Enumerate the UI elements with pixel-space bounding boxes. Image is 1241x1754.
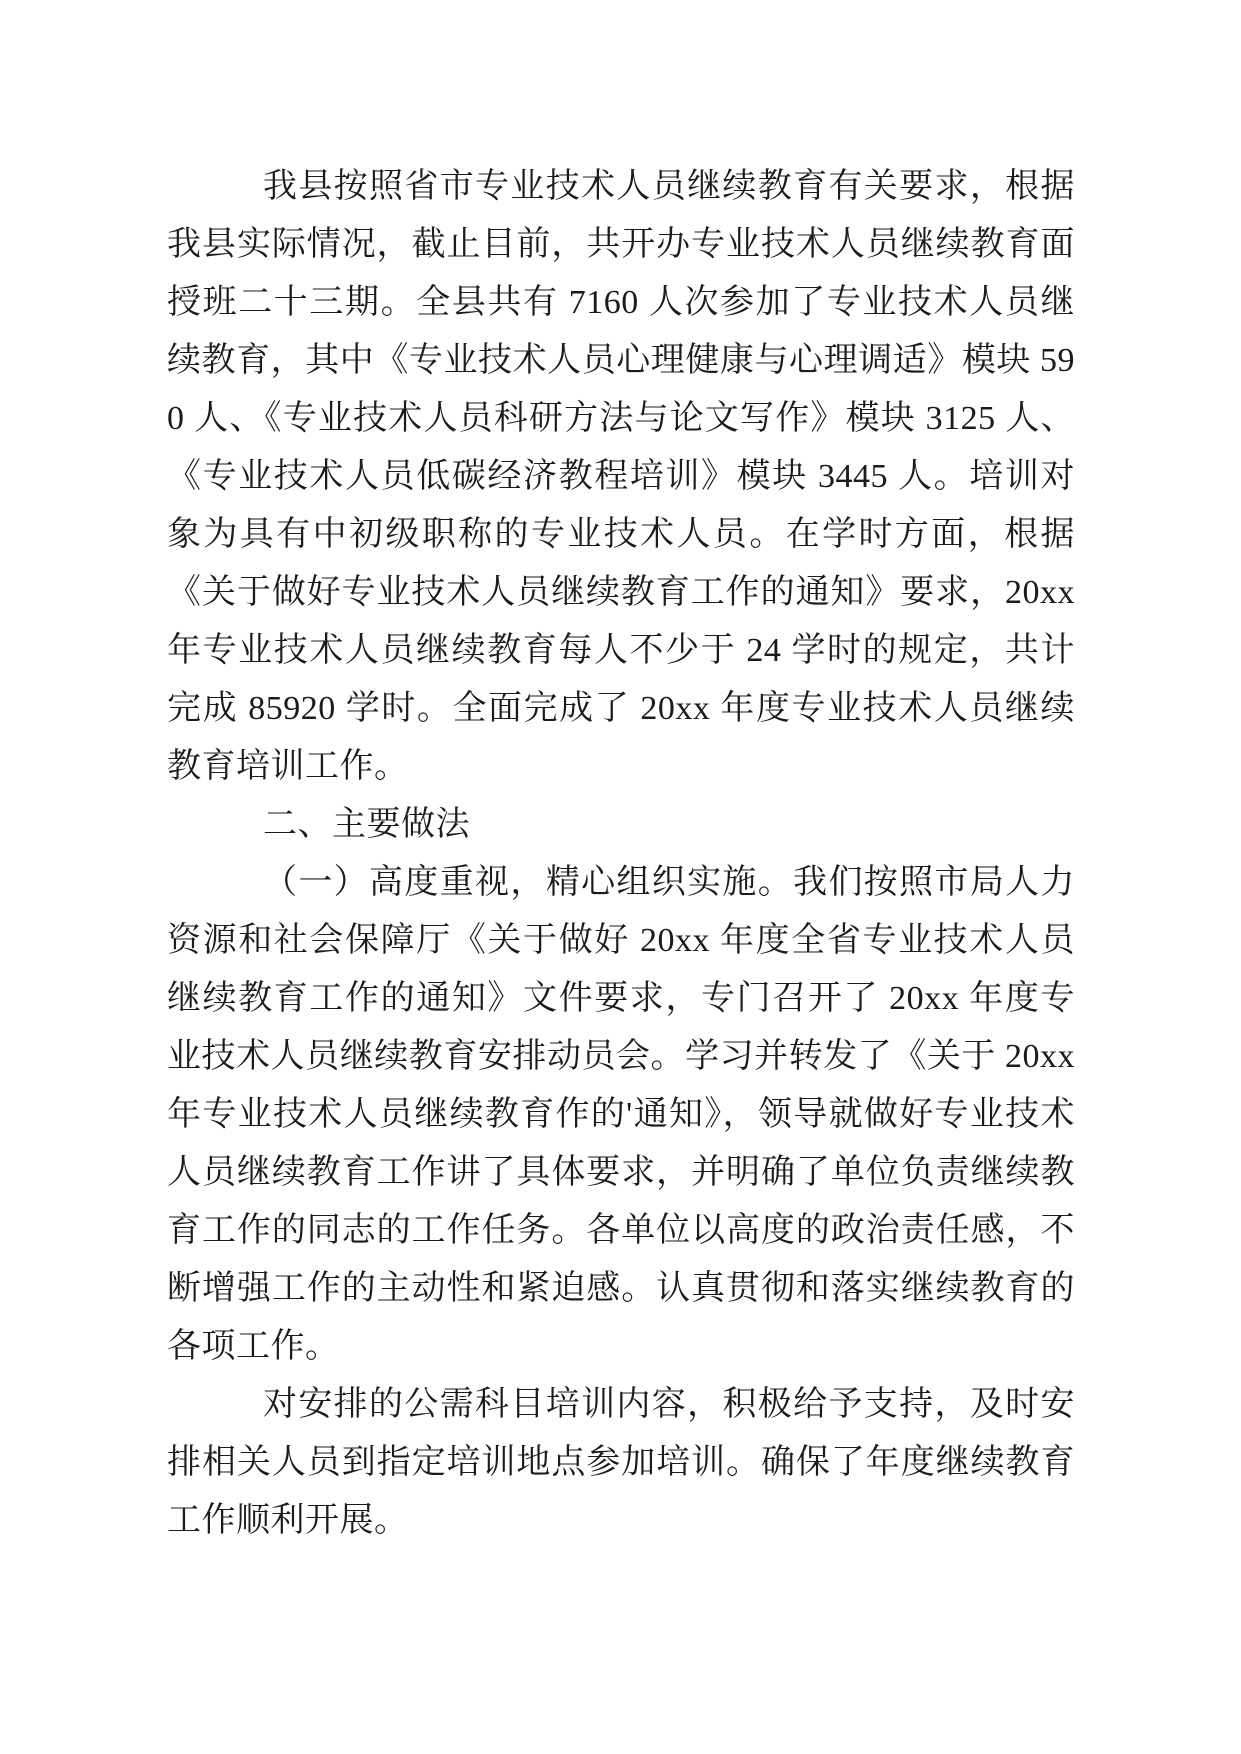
section-heading-main-practices: 二、主要做法	[263, 806, 470, 843]
document-page	[167, 158, 1075, 1550]
paragraph-organization-implementation: （一）高度重视，精心组织实施。我们按照市局人力资源和社会保障厅《关于做好 20xx 年度全省专业技术人员继续教育工作的通知》文件要求，专门召开了 20xx 年度专业技术人员继续教育安排动员会。学习并转发了《关于 20xx 年专业技术人员继续教育作的'通知》，领导就做好专业技术人员继续教育工作讲了具体要求，并明确了单位负责继续教育工作的同志的工作任务。各单位以高度的政治责任感，不断增强工作的主动性和紧迫感。认真贯彻和落实继续教育的各项工作。	[167, 864, 1075, 1365]
paragraph-training-support: 对安排的公需科目培训内容，积极给予支持，及时安排相关人员到指定培训地点参加培训。确保了年度继续教育工作顺利开展。	[167, 1386, 1075, 1539]
paragraph-overview: 我县按照省市专业技术人员继续教育有关要求，根据我县实际情况，截止目前，共开办专业技术人员继续教育面授班二十三期。全县共有 7160 人次参加了专业技术人员继续教育，其中《专业技术人员心理健康与心理调适》模块 590 人、《专业技术人员科研方法与论文写作》模块 3125 人、《专业技术人员低碳经济教程培训》模块 3445 人。培训对象为具有中初级职称的专业技术人员。在学时方面，根据《关于做好专业技术人员继续教育工作的通知》要求，20xx 年专业技术人员继续教育每人不少于 24 学时的规定，共计完成 85920 学时。全面完成了 20xx 年度专业技术人员继续教育培训工作。	[167, 168, 1075, 785]
